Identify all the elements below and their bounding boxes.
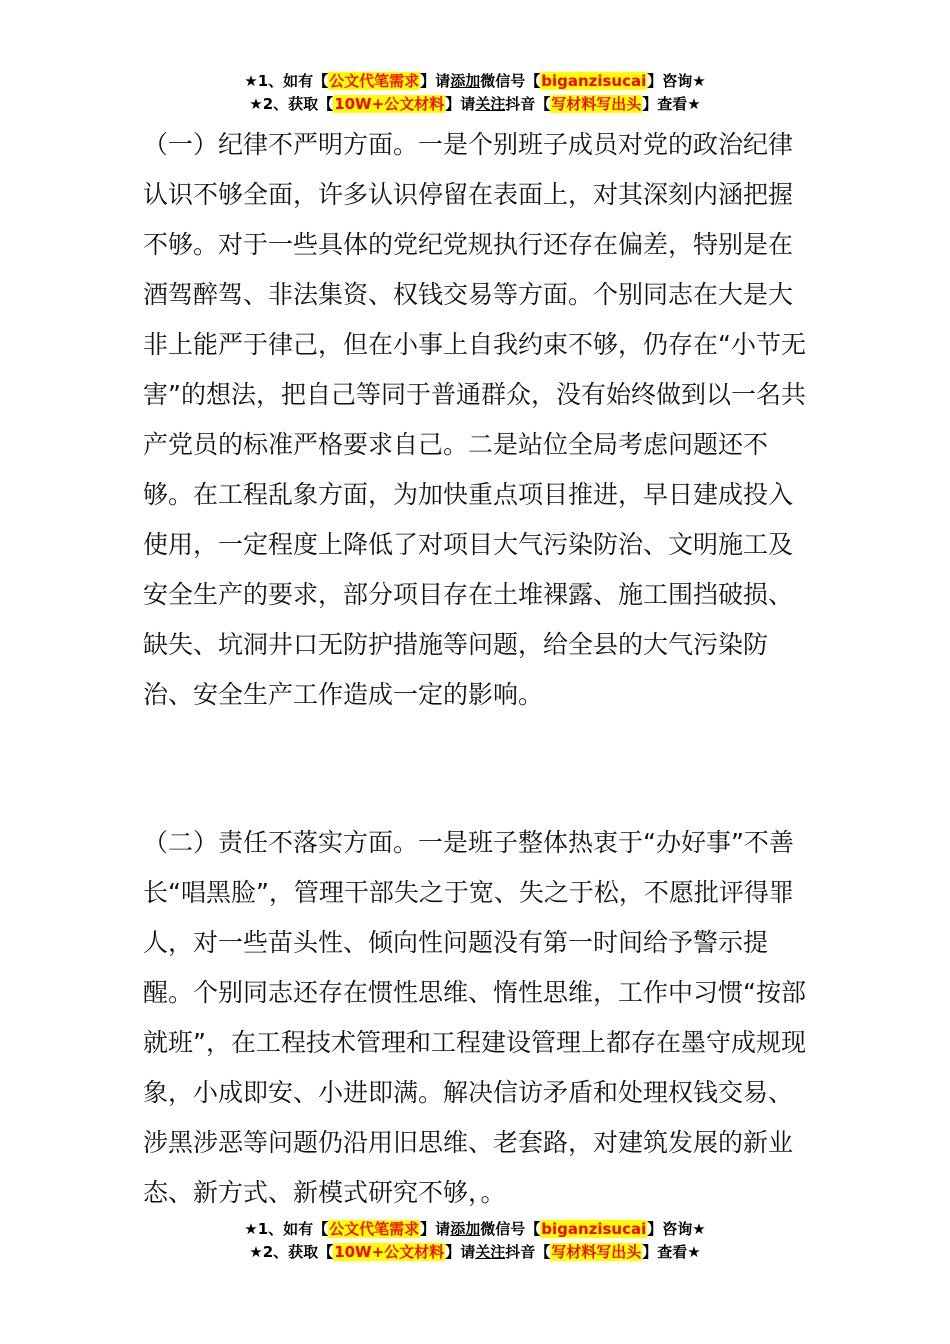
paragraph-discipline: （一）纪律不严明方面。一是个别班子成员对党的政治纪律认识不够全面，许多认识停留在表面上，对其深刻内涵把握不够。对于一些具体的党纪党规执行还存在偏差，特别是在酒驾醉驾、非法集资、权钱交易等方面。个别同志在大是大非上能严于律己，但在小事上自我约束不够，仍存在“小节无害”的想法，把自己等同于普通群众，没有始终做到以一名共产党员的标准严格要求自己。二是站位全局考虑问题还不够。在工程乱象方面，为加快重点项目推进，早日建成投入使用，一定程度上降低了对项目大气污染防治、文明施工及安全生产的要求，部分项目存在土堆裸露、施工围挡破损、缺失、坑洞井口无防护措施等问题，给全县的大气污染防治、安全生产工作造成一定的影响。 [143,130,806,709]
header-banner [0,70,950,116]
banner-line-1: ★1、如有【公文代笔需求】请添加微信号【biganzisucai】咨询★ [244,72,706,90]
footer-banner [0,1218,950,1264]
highlight-service: 公文代笔需求 [329,1220,420,1238]
highlight-materials: 10W+公文材料 [334,1243,445,1261]
highlight-douyin-account: 写材料写出头 [551,1243,642,1261]
highlight-wechat-id: biganzisucai [541,72,647,90]
banner-line-1: ★1、如有【公文代笔需求】请添加微信号【biganzisucai】咨询★ [244,1220,706,1238]
highlight-wechat-id: biganzisucai [541,1220,647,1238]
highlight-douyin-account: 写材料写出头 [551,95,642,113]
banner-line-2: ★2、获取【10W+公文材料】请关注抖音【写材料写出头】查看★ [249,1243,701,1261]
highlight-service: 公文代笔需求 [329,72,420,90]
banner-line-2: ★2、获取【10W+公文材料】请关注抖音【写材料写出头】查看★ [249,95,701,113]
highlight-materials: 10W+公文材料 [334,95,445,113]
paragraph-responsibility: （二）责任不落实方面。一是班子整体热衷于“办好事”不善长“唱黑脸”，管理干部失之于宽、失之于松，不愿批评得罪人，对一些苗头性、倾向性问题没有第一时间给予警示提醒。个别同志还存在惯性思维、惰性思维，工作中习惯“按部就班”，在工程技术管理和工程建设管理上都存在墨守成规现象，小成即安、小进即满。解决信访矛盾和处理权钱交易、涉黑涉恶等问题仍沿用旧思维、老套路，对建筑发展的新业态、新方式、新模式研究不够，。 [143,828,806,1207]
